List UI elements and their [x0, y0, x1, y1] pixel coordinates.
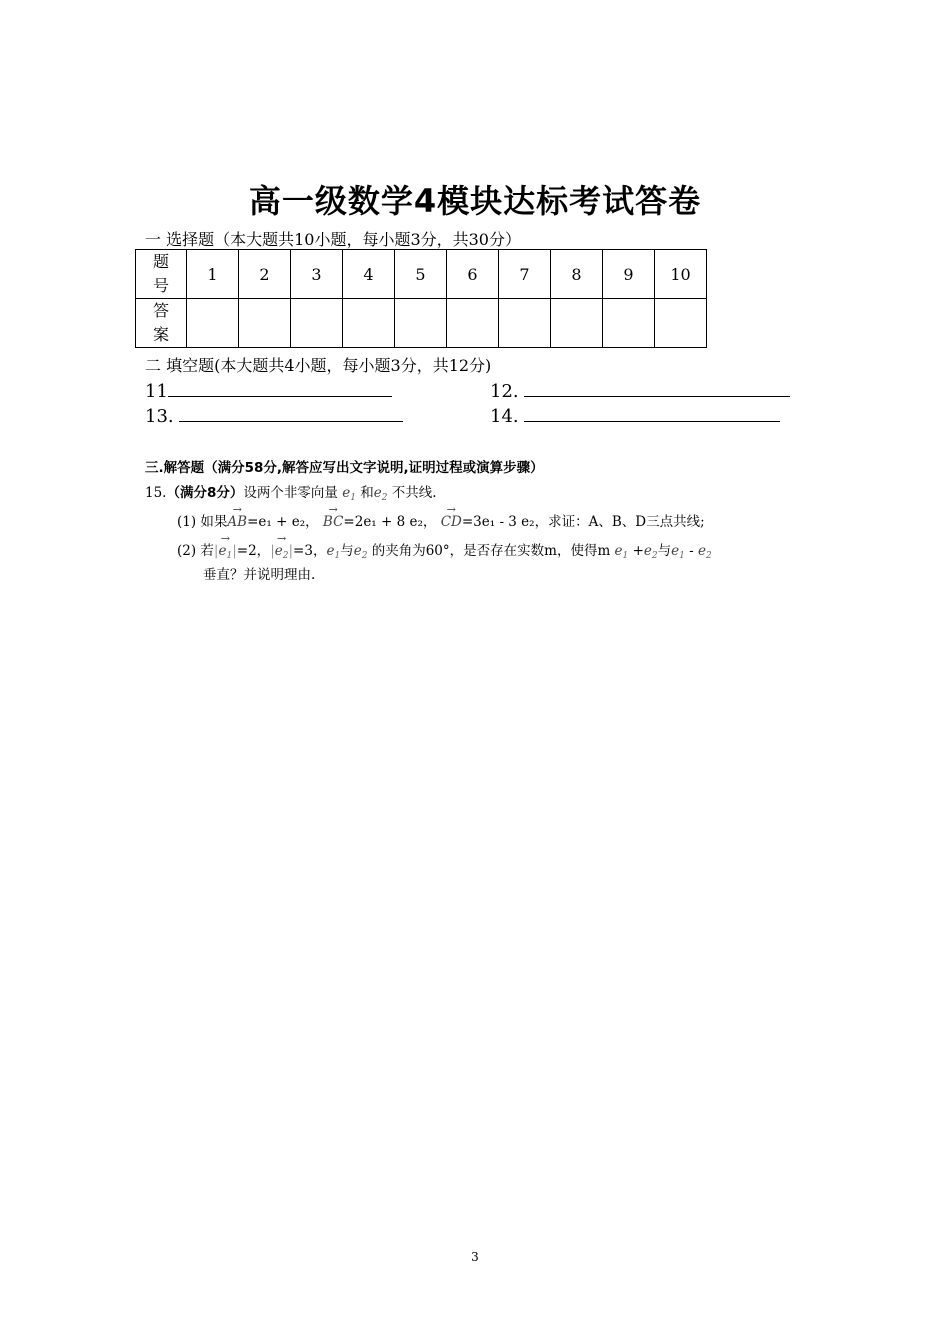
page-number: 3	[471, 1250, 479, 1264]
vector-bc: → BC	[323, 514, 344, 530]
answer-cell[interactable]	[447, 299, 499, 348]
table-row-numbers	[136, 250, 707, 299]
answer-cell[interactable]	[395, 299, 447, 348]
answer-cell[interactable]	[291, 299, 343, 348]
vector-cd: → CD	[441, 514, 462, 530]
question-text: 设两个非零向量	[243, 485, 338, 501]
vector-e1-magnitude: → $e_1$	[218, 543, 232, 561]
blank-number: 14.	[490, 406, 519, 427]
answer-table	[135, 249, 707, 348]
answer-line[interactable]	[524, 378, 790, 397]
equation: =3e₁ - 3 e₂	[461, 514, 535, 530]
question-text: 与	[340, 543, 354, 559]
question-number: 2	[239, 250, 291, 299]
blank-number: 12.	[490, 381, 519, 402]
answer-cell[interactable]	[187, 299, 239, 348]
blank-13	[145, 403, 403, 427]
blank-14	[490, 403, 780, 427]
vector-e1: $e_1$	[614, 543, 629, 561]
answer-cell[interactable]	[343, 299, 395, 348]
question-text: 与	[657, 543, 672, 559]
answer-cell[interactable]	[603, 299, 655, 348]
question-text: ，求证：A、B、D三点共线;	[534, 514, 705, 530]
part-label: (1) 如果	[177, 514, 228, 530]
question-number: 8	[551, 250, 603, 299]
answer-cell[interactable]	[239, 299, 291, 348]
blank-12	[490, 378, 790, 402]
vector-e2: $e_2$	[373, 485, 388, 503]
blank-11	[145, 378, 392, 402]
blank-number: 11	[145, 381, 168, 402]
equation: =e₁ + e₂	[247, 514, 306, 530]
row-label-char: 案	[152, 325, 169, 344]
question-number: 15.	[145, 485, 167, 501]
vector-e1: $e_1$	[671, 543, 685, 561]
row-label-char: 题	[152, 252, 169, 271]
question-number: 6	[447, 250, 499, 299]
vector-e2: $e_2$	[698, 543, 712, 561]
answer-cell[interactable]	[551, 299, 603, 348]
section-2-heading: 二 填空题(本大题共4小题，每小题3分，共12分)	[145, 356, 492, 375]
question-number: 4	[343, 250, 395, 299]
row-label-number	[136, 250, 187, 299]
row-label-answer	[136, 299, 187, 348]
question-text: 和	[360, 485, 374, 501]
page-title: 高一级数学4模块达标考试答卷	[248, 182, 702, 220]
answer-line[interactable]	[179, 403, 403, 422]
blank-number: 13.	[145, 406, 174, 427]
vector-e2: $e_2$	[643, 543, 658, 561]
question-15-part-2-end: 垂直？并说明理由.	[203, 567, 316, 583]
vector-e2-magnitude: → $e_2$	[275, 543, 289, 561]
question-text: 的夹角为60°，是否存在实数m，使得m	[371, 543, 611, 559]
answer-line[interactable]	[524, 403, 780, 422]
question-15-part-2: (2) 若|→ $e_1|=2$，|→ $e_2|=3$，$e_1$与$e_2$ 的夹角为60°，是否存在实数m，使得m $e_1 +e_2$与$e_1 - e_2$	[177, 539, 712, 561]
question-number: 7	[499, 250, 551, 299]
vector-e1: $e_1$	[342, 485, 356, 503]
section-1-heading: 一 选择题（本大题共10小题，每小题3分，共30分）	[145, 230, 521, 249]
question-number: 9	[603, 250, 655, 299]
question-score: （满分8分）	[166, 485, 244, 501]
equation: =3，	[293, 543, 327, 559]
answer-line[interactable]	[168, 378, 392, 397]
equation: =2e₁ + 8 e₂	[343, 514, 423, 530]
question-number: 10	[655, 250, 707, 299]
question-number: 5	[395, 250, 447, 299]
vector-ab: → AB	[227, 514, 247, 530]
question-15-stem	[145, 481, 437, 503]
answer-cell[interactable]	[499, 299, 551, 348]
row-label-char: 答	[152, 301, 169, 320]
question-text: 不共线.	[391, 485, 437, 501]
answer-cell[interactable]	[655, 299, 707, 348]
part-label: (2) 若	[177, 543, 214, 559]
vector-e1: $e_1$	[326, 543, 341, 561]
table-row-answers	[136, 299, 707, 348]
vector-e2: $e_2$	[353, 543, 368, 561]
section-3-heading: 三.解答题（满分58分,解答应写出文字说明,证明过程或演算步骤）	[145, 460, 544, 476]
question-15-part-1: (1) 如果→ AB=e₁ + e₂， → BC=2e₁ + 8 e₂， → CD=3e₁ - 3 e₂，求证：A、B、D三点共线;	[177, 510, 705, 530]
row-label-char: 号	[152, 276, 169, 295]
equation: =2，	[236, 543, 271, 559]
question-number: 1	[187, 250, 239, 299]
question-number: 3	[291, 250, 343, 299]
